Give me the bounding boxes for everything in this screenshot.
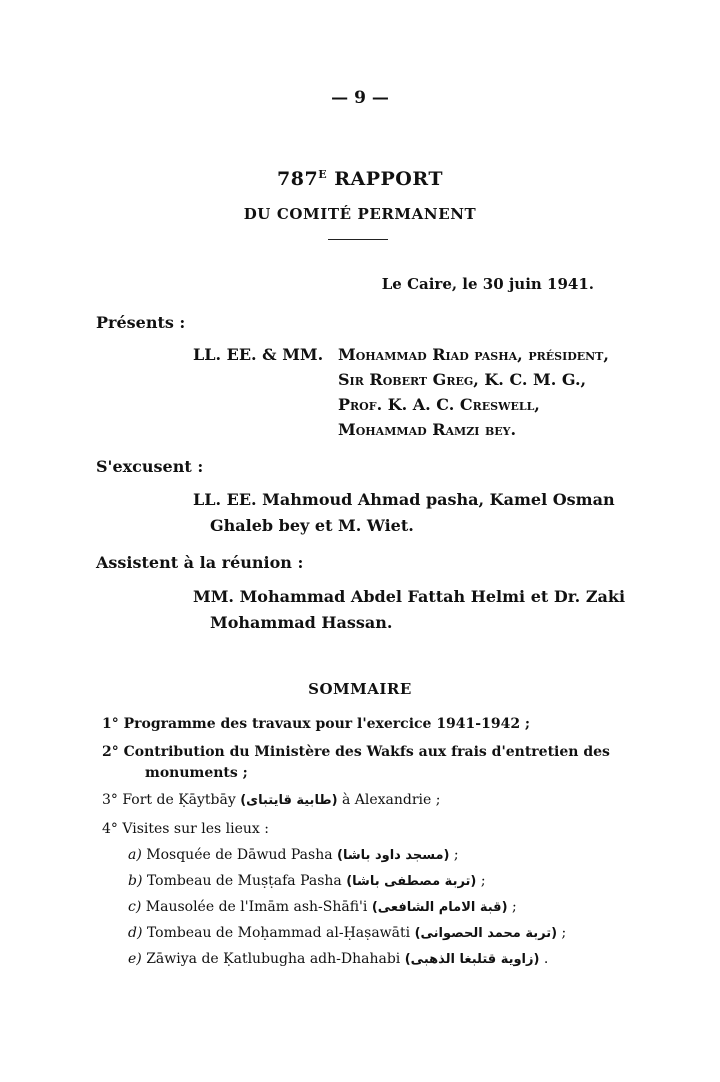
excused-label: S'excusent : (96, 457, 204, 476)
report-word: RAPPORT (334, 168, 443, 190)
visit-b-end: ; (480, 873, 486, 889)
visit-b-letter: b) (128, 873, 143, 889)
attending-line-2: Mohammad Hassan. (210, 613, 393, 632)
visit-a-letter: a) (128, 847, 142, 863)
visit-c (128, 899, 517, 915)
summary-item-3-post: à Alexandrie ; (341, 792, 441, 808)
visit-b-arabic: (تربة مصطفى باشا) (346, 874, 477, 889)
summary-title: SOMMAIRE (308, 680, 412, 698)
visit-c-end: ; (511, 899, 517, 915)
visit-a (128, 847, 459, 863)
page-number: — 9 — (331, 88, 389, 108)
visit-a-end: ; (453, 847, 459, 863)
excused-line-2: Ghaleb bey et M. Wiet. (210, 516, 414, 535)
visit-e-end: . (543, 951, 549, 967)
presents-line-4: Mohammad Ramzi bey. (338, 420, 517, 439)
summary-item-3-text: 3° Fort de Ḳāytbāy (102, 792, 236, 808)
summary-item-4: 4° Visites sur les lieux : (102, 821, 269, 837)
summary-item-3-arabic: (طابية قايتباى) (240, 793, 338, 808)
visit-e (128, 951, 548, 967)
visit-d-text: Tombeau de Moḥammad al-Ḥaṣawāti (146, 925, 411, 941)
visit-d-end: ; (561, 925, 567, 941)
visit-c-text: Mausolée de l'Imām ash-Shāfi'i (145, 899, 368, 915)
report-suffix: E (318, 168, 328, 181)
presents-lead: LL. EE. & MM. (193, 345, 324, 364)
summary-item-1: 1° Programme des travaux pour l'exercice 1941-1942 ; (102, 716, 531, 732)
visit-c-letter: c) (128, 899, 142, 915)
presents-line-3: Prof. K. A. C. Creswell, (338, 395, 540, 414)
visit-d (128, 925, 566, 941)
visit-d-arabic: (تربة محمد الحصوانى) (414, 926, 558, 941)
report-title (0, 168, 720, 190)
visit-e-letter: e) (128, 951, 142, 967)
visit-d-letter: d) (128, 925, 143, 941)
attending-line-1: MM. Mohammad Abdel Fattah Helmi et Dr. Zaki (193, 587, 626, 606)
summary-item-2-line-1: 2° Contribution du Ministère des Wakfs aux frais d'entretien des (102, 744, 610, 760)
visit-e-arabic: (زاوية قتلبغا الذهبى) (404, 952, 540, 967)
visit-a-arabic: (مسجد داود باشا) (337, 848, 450, 863)
title-rule (328, 239, 388, 240)
summary-item-3 (102, 792, 440, 808)
visit-b-text: Tombeau de Muṣṭafa Pasha (146, 873, 342, 889)
committee-title: DU COMITÉ PERMANENT (243, 205, 477, 223)
presents-line-1: Mohammad Riad pasha, président, (338, 345, 609, 364)
report-number: 787 (277, 168, 319, 190)
presents-line-2: Sir Robert Greg, K. C. M. G., (338, 370, 587, 389)
visit-e-text: Zāwiya de Ḳatlubugha adh-Dhahabi (146, 951, 401, 967)
visit-b (128, 873, 486, 889)
excused-line-1: LL. EE. Mahmoud Ahmad pasha, Kamel Osman (193, 490, 615, 509)
summary-item-2-line-2: monuments ; (145, 765, 248, 781)
visit-c-arabic: (قبة الامام الشافعى) (371, 900, 508, 915)
attending-label: Assistent à la réunion : (96, 553, 304, 572)
presents-label: Présents : (96, 313, 186, 332)
visit-a-text: Mosquée de Dāwud Pasha (146, 847, 333, 863)
dateline: Le Caire, le 30 juin 1941. (381, 275, 594, 293)
